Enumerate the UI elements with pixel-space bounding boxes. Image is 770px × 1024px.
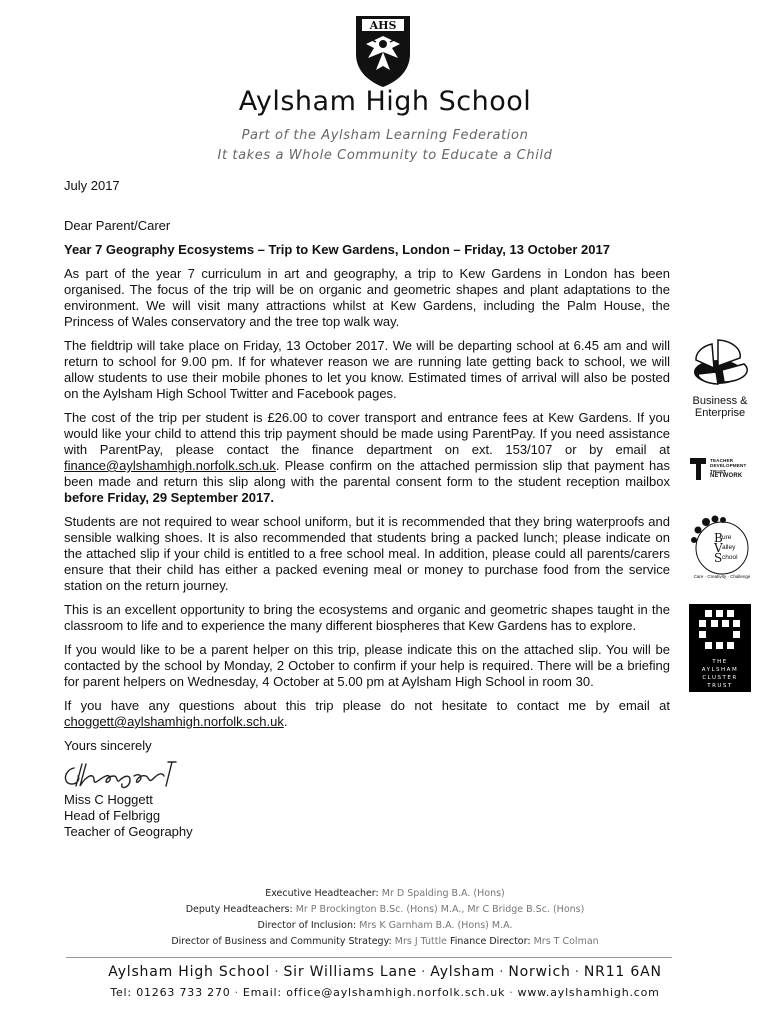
letter-closing bbox=[64, 738, 670, 840]
staff-row bbox=[0, 918, 770, 934]
cluster-line-2: AYLSHAM bbox=[701, 667, 739, 673]
pie-icon bbox=[688, 330, 752, 390]
bure-motto: Care · Creativity · Challenge bbox=[693, 574, 751, 579]
salutation: Dear Parent/Carer bbox=[64, 218, 171, 233]
staff-row bbox=[0, 934, 770, 950]
tdt-line-4: NETWORK bbox=[710, 473, 743, 480]
closing-text: Yours sincerely bbox=[64, 738, 152, 753]
crest-text: AHS bbox=[369, 19, 397, 32]
cluster-line-3: CLUSTER bbox=[702, 675, 738, 681]
letter-heading: Year 7 Geography Ecosystems – Trip to Kew Gardens, London – Friday, 13 October 2017 bbox=[64, 242, 610, 257]
signature-image bbox=[60, 758, 190, 790]
separator-dot: · bbox=[509, 986, 514, 999]
paragraph-helpers: If you would like to be a parent helper on this trip, please indicate this on the attached slip. You will be contacted by the school by Monday, 2 October to confirm if your help is required. There will be a briefing for parent helpers on Wednesday, 4 October at 5.00 pm at Aylsham High School in room 30. bbox=[64, 642, 670, 689]
staff-value: Mrs K Garnham B.A. (Hons) M.A. bbox=[359, 920, 513, 931]
staff-value: Mr D Spalding B.A. (Hons) bbox=[381, 888, 505, 899]
staff-list bbox=[0, 886, 770, 950]
cluster-line-1: THE bbox=[712, 659, 728, 665]
staff-title: Finance Director: bbox=[450, 936, 531, 947]
school-crest-logo bbox=[352, 14, 414, 88]
bure-line: ure bbox=[722, 534, 732, 541]
footer-address bbox=[0, 964, 770, 980]
staff-value: Mrs T Colman bbox=[533, 936, 599, 947]
teacher-email-link[interactable]: choggett@aylshamhigh.norfolk.sch.uk bbox=[64, 714, 284, 729]
staff-title: Director of Business and Community Strategy: bbox=[171, 936, 392, 947]
paragraph-cost bbox=[64, 410, 670, 506]
footer-tel: Tel: 01263 733 270 bbox=[110, 986, 231, 999]
bure-valley-school-logo bbox=[688, 514, 756, 580]
deadline-text: before Friday, 29 September 2017. bbox=[64, 490, 275, 505]
paragraph-schedule: The fieldtrip will take place on Friday, 13 October 2017. We will be departing school at 6.45 am and will return to school for 9.00 pm. If for whatever reason we are running late getting back to school, we will allow students to use their mobile phones to let you know. Estimated times of arrival will also be posted on the Aylsham High School Twitter and Facebook pages. bbox=[64, 338, 670, 401]
separator-dot: · bbox=[421, 964, 427, 980]
staff-title: Executive Headteacher: bbox=[265, 888, 379, 899]
contact-text-end: . bbox=[283, 714, 288, 729]
contact-text: If you have any questions about this trip please do not hesitate to contact me by email at bbox=[64, 698, 670, 713]
paragraph-curriculum: As part of the year 7 curriculum in art and geography, a trip to Kew Gardens in London has been organised. The focus of the trip will be on organic and geometric shapes and plant adaptations to the environment. We will visit many attractions whilst at Kew Gardens, including the Palm House, the Princess of Wales conservatory and the tree top walk way. bbox=[64, 266, 670, 329]
valley-line: alley bbox=[722, 544, 736, 551]
sender-name: Miss C Hoggett bbox=[64, 792, 153, 807]
separator-dot: · bbox=[574, 964, 580, 980]
paragraph-contact bbox=[64, 698, 670, 730]
footer-contact bbox=[0, 986, 770, 999]
staff-value: Mrs J Tuttle bbox=[394, 936, 447, 947]
business-enterprise-logo bbox=[688, 330, 752, 418]
paragraph-opportunity: This is an excellent opportunity to bring the ecosystems and organic and geometric shapes taught in the classroom to life and to experience the many different biospheres that Kew Gardens has to explore. bbox=[64, 602, 670, 633]
tdt-line-2: DEVELOPMENT bbox=[710, 463, 747, 469]
cluster-line-4: TRUST bbox=[707, 683, 733, 689]
school-line: chool bbox=[722, 554, 738, 561]
tdt-t-icon bbox=[690, 458, 708, 480]
bure-v: V bbox=[714, 541, 723, 555]
federation-tagline: Part of the Aylsham Learning Federation bbox=[241, 128, 529, 143]
footer-website[interactable]: www.aylshamhigh.com bbox=[517, 986, 660, 999]
bure-b: B bbox=[714, 531, 723, 545]
enterprise-label: Enterprise bbox=[694, 407, 746, 419]
paragraph-uniform: Students are not required to wear school uniform, but it is recommended that they bring waterproofs and sensible walking shoes. It is also recommended that students bring a packed lunch; please indicate on the attached slip if your child is entitled to a free school meal. In addition, please could all parents/carers ensure that their child has either a packed evening meal or money to purchase food from the service station on the return journey. bbox=[64, 514, 670, 593]
bure-s: S bbox=[714, 551, 723, 565]
address-part: Norwich bbox=[508, 964, 571, 980]
cost-text-continued: . Please confirm on the attached permission slip that payment has been made and return this slip along with the parental consent form to the student reception mailbox bbox=[64, 458, 670, 489]
address-part: NR11 6AN bbox=[583, 964, 662, 980]
staff-title: Deputy Headteachers: bbox=[185, 904, 293, 915]
letter-body bbox=[64, 178, 670, 840]
business-label: Business & bbox=[692, 395, 748, 407]
cluster-grid-icon bbox=[689, 604, 751, 656]
staff-value: Mr P Brockington B.Sc. (Hons) M.A., Mr C Bridge B.Sc. (Hons) bbox=[295, 904, 585, 915]
staff-row bbox=[0, 886, 770, 902]
aylsham-cluster-trust-logo bbox=[689, 604, 751, 692]
address-part: Aylsham bbox=[430, 964, 496, 980]
staff-title: Director of Inclusion: bbox=[257, 920, 357, 931]
address-part: Aylsham High School bbox=[108, 964, 271, 980]
separator-dot: · bbox=[499, 964, 505, 980]
sender-role: Head of Felbrigg bbox=[64, 808, 161, 823]
community-tagline: It takes a Whole Community to Educate a Child bbox=[217, 148, 553, 163]
cost-text: The cost of the trip per student is £26.00 to cover transport and entrance fees at Kew Gardens. If you would like your child to attend this trip payment should be made using ParentPay. If you need assistance with ParentPay, please contact the finance department on ext. 153/107 or by email at bbox=[64, 410, 670, 457]
school-name: Aylsham High School bbox=[238, 86, 532, 117]
tdt-line-3: TRUST bbox=[710, 468, 726, 474]
finance-email-link[interactable]: finance@aylshamhigh.norfolk.sch.uk bbox=[64, 458, 276, 473]
teacher-development-trust-logo bbox=[690, 458, 752, 480]
sender-subject: Teacher of Geography bbox=[64, 824, 193, 839]
separator-dot: · bbox=[274, 964, 280, 980]
staff-row bbox=[0, 902, 770, 918]
tdt-line-1: TEACHER bbox=[710, 458, 734, 463]
footer-email[interactable]: Email: office@aylshamhigh.norfolk.sch.uk bbox=[242, 986, 506, 999]
letter-date: July 2017 bbox=[64, 178, 120, 193]
bure-valley-badge bbox=[688, 514, 756, 580]
address-part: Sir Williams Lane bbox=[283, 964, 417, 980]
footer-divider bbox=[66, 957, 672, 958]
separator-dot: · bbox=[234, 986, 239, 999]
